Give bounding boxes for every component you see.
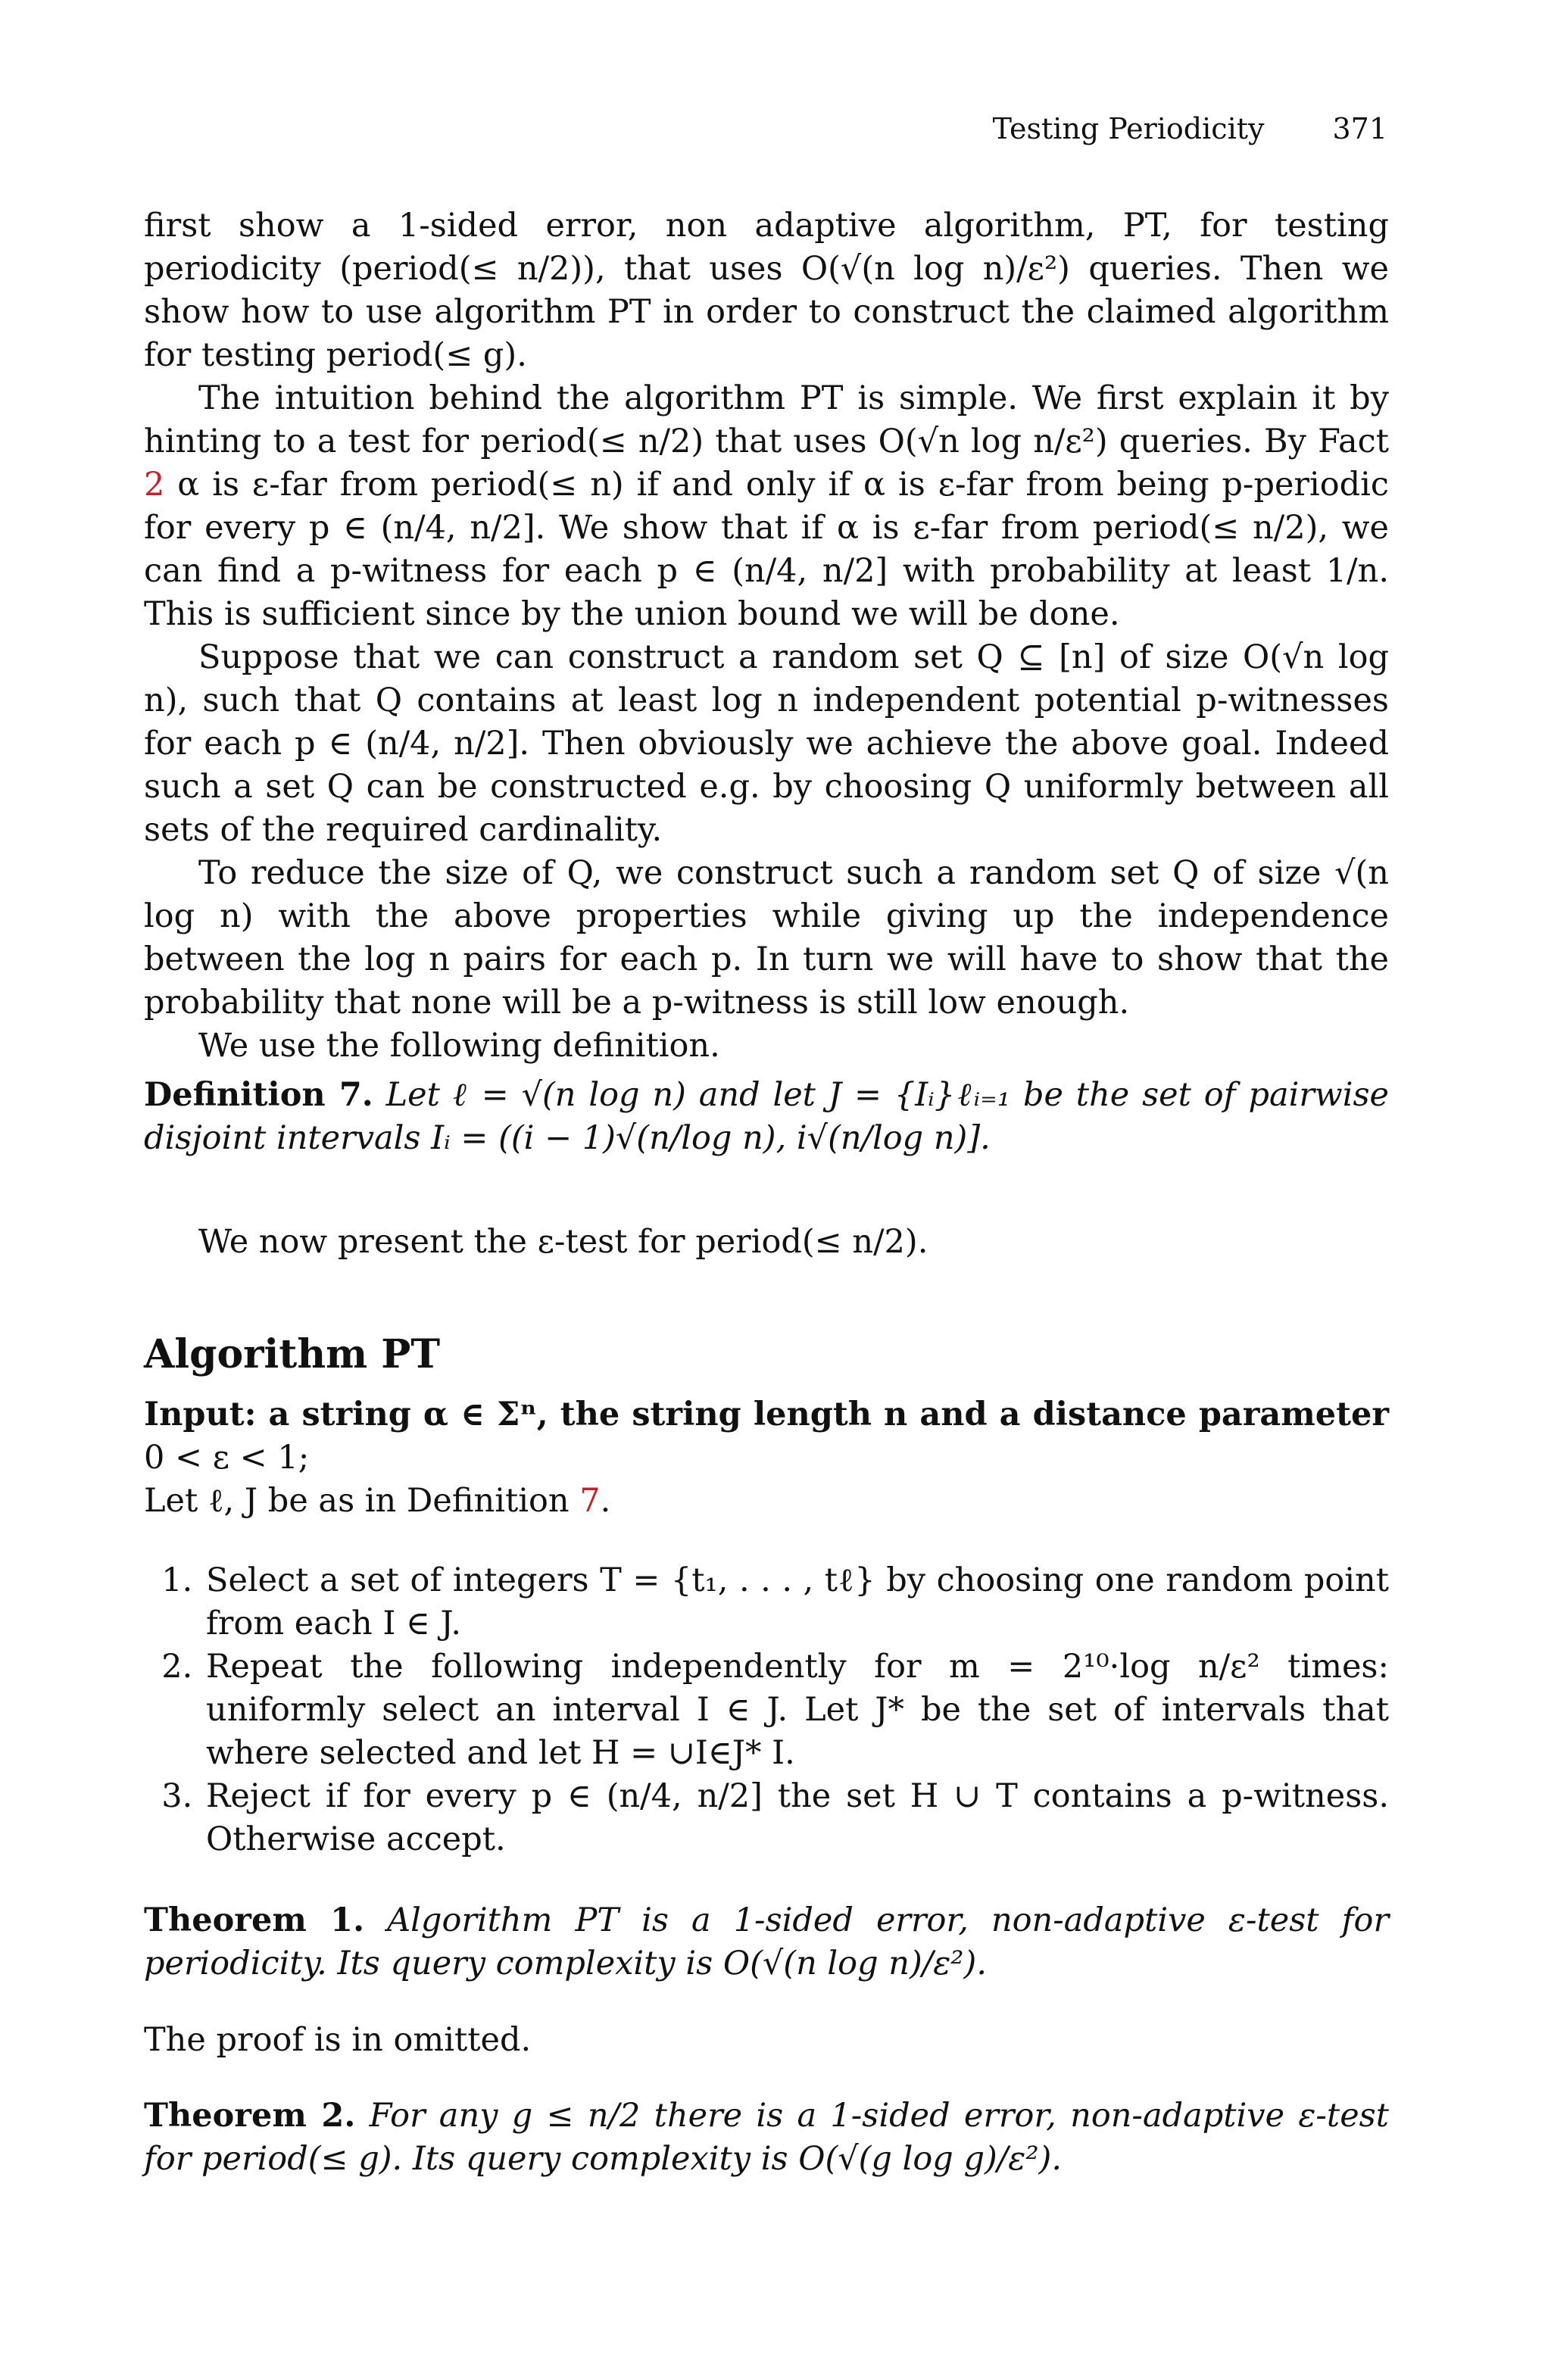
proof-text: The proof is in omitted. [144, 2021, 532, 2059]
theorem-1-block [144, 1899, 1389, 1985]
paragraph-2-text-b: α is ε-far from period(≤ n) if and only if α is ε-far from being p-periodic for every p ∈ (n/4, n/2]. We show that if α is ε-far from period(≤ n/2), we can find a p-witness for each p ∈ (n/4, n/2] with probability at least 1/n. This is sufficient since by the union bound we will be done. [144, 466, 1389, 633]
algorithm-step: 3. Reject if for every p ∈ (n/4, n/2] the set H ∪ T contains a p-witness. Otherwise accept. [203, 1775, 1389, 1861]
paragraph-2 [144, 377, 1389, 636]
algorithm-block [144, 1393, 1389, 1861]
algorithm-input [144, 1393, 1389, 1480]
algorithm-let-end: . [600, 1482, 611, 1520]
algorithm-let-text: Let ℓ, J be as in Definition [144, 1482, 580, 1520]
theorem-2-text: For any g ≤ n/2 there is a 1-sided error, non-adaptive ε-test for period(≤ g). Its query complexity is O(√(g log g)/ε²). [144, 2097, 1390, 2178]
paragraph-2-text-a: The intuition behind the algorithm PT is simple. We first explain it by hinting to a test for period(≤ n/2) that uses O(√n log n/ε²) queries. By Fact [144, 379, 1389, 460]
theorem-1-label: Theorem 1. [144, 1901, 365, 1939]
algorithm-let [144, 1480, 1389, 1523]
paragraph-3: Suppose that we can construct a random set Q ⊆ [n] of size O(√n log n), such that Q contains at least log n independent potential p-witnesses for each p ∈ (n/4, n/2]. Then obviously we achieve the above goal. Indeed such a set Q can be constructed e.g. by choosing Q uniformly between all sets of the required cardinality. [144, 638, 1389, 849]
theorem-1-text: Algorithm PT is a 1-sided error, non-adaptive ε-test for periodicity. Its query complexity is O(√(n log n)/ε²). [144, 1901, 1390, 1982]
definition-reference-link[interactable]: 7 [579, 1482, 601, 1520]
definition-7 [144, 1074, 1389, 1160]
running-header [993, 112, 1387, 145]
algorithm-heading: Algorithm PT [144, 1331, 441, 1377]
main-text [144, 204, 1389, 1068]
paragraph-4: To reduce the size of Q, we construct such a random set Q of size √(n log n) with the above properties while giving up the independence between the log n pairs for each p. In turn we will have to show that the probability that none will be a p-witness is still low enough. [144, 854, 1389, 1022]
present-text: We now present the ε-test for period(≤ n/2). [198, 1223, 928, 1261]
definition-block [144, 1074, 1389, 1160]
theorem-1 [144, 1899, 1389, 1985]
fact-reference-link[interactable]: 2 [144, 466, 165, 504]
running-title: Testing Periodicity [992, 112, 1265, 145]
algorithm-step: 2. Repeat the following independently for m = 2¹⁰·log n/ε² times: uniformly select an interval I ∈ J. Let J* be the set of intervals that where selected and let H = ∪I∈J* I. [203, 1645, 1389, 1775]
theorem-2-block [144, 2095, 1389, 2181]
present-line [144, 1221, 1389, 1264]
algorithm-steps [144, 1559, 1389, 1861]
proof-block [144, 2019, 1389, 2062]
theorem-2-label: Theorem 2. [144, 2097, 356, 2135]
algorithm-step: 1. Select a set of integers T = {t₁, . . . , tℓ} by choosing one random point from each I ∈ J. [203, 1559, 1389, 1645]
paragraph-5: We use the following definition. [198, 1027, 720, 1065]
spacer [144, 1523, 1389, 1559]
paragraph-1: first show a 1-sided error, non adaptive algorithm, PT, for testing periodicity (period(≤ n/2)), that uses O(√(n log n)/ε²) queries. Then we show how to use algorithm PT in order to construct the claimed algorithm for testing period(≤ g). [144, 207, 1389, 374]
algorithm-input-bold: Input: a string α ∈ Σⁿ, the string length n and a distance parameter [144, 1396, 1389, 1433]
algorithm-input-rest: 0 < ε < 1; [144, 1439, 310, 1477]
definition-label: Definition 7. [144, 1076, 373, 1114]
theorem-2 [144, 2095, 1389, 2181]
definition-text: Let ℓ = √(n log n) and let J = {Iᵢ}ℓᵢ₌₁ be the set of pairwise disjoint intervals Iᵢ = ((i − 1)√(n/log n), i√(n/log n)]. [144, 1076, 1389, 1157]
page-number: 371 [1332, 112, 1387, 145]
